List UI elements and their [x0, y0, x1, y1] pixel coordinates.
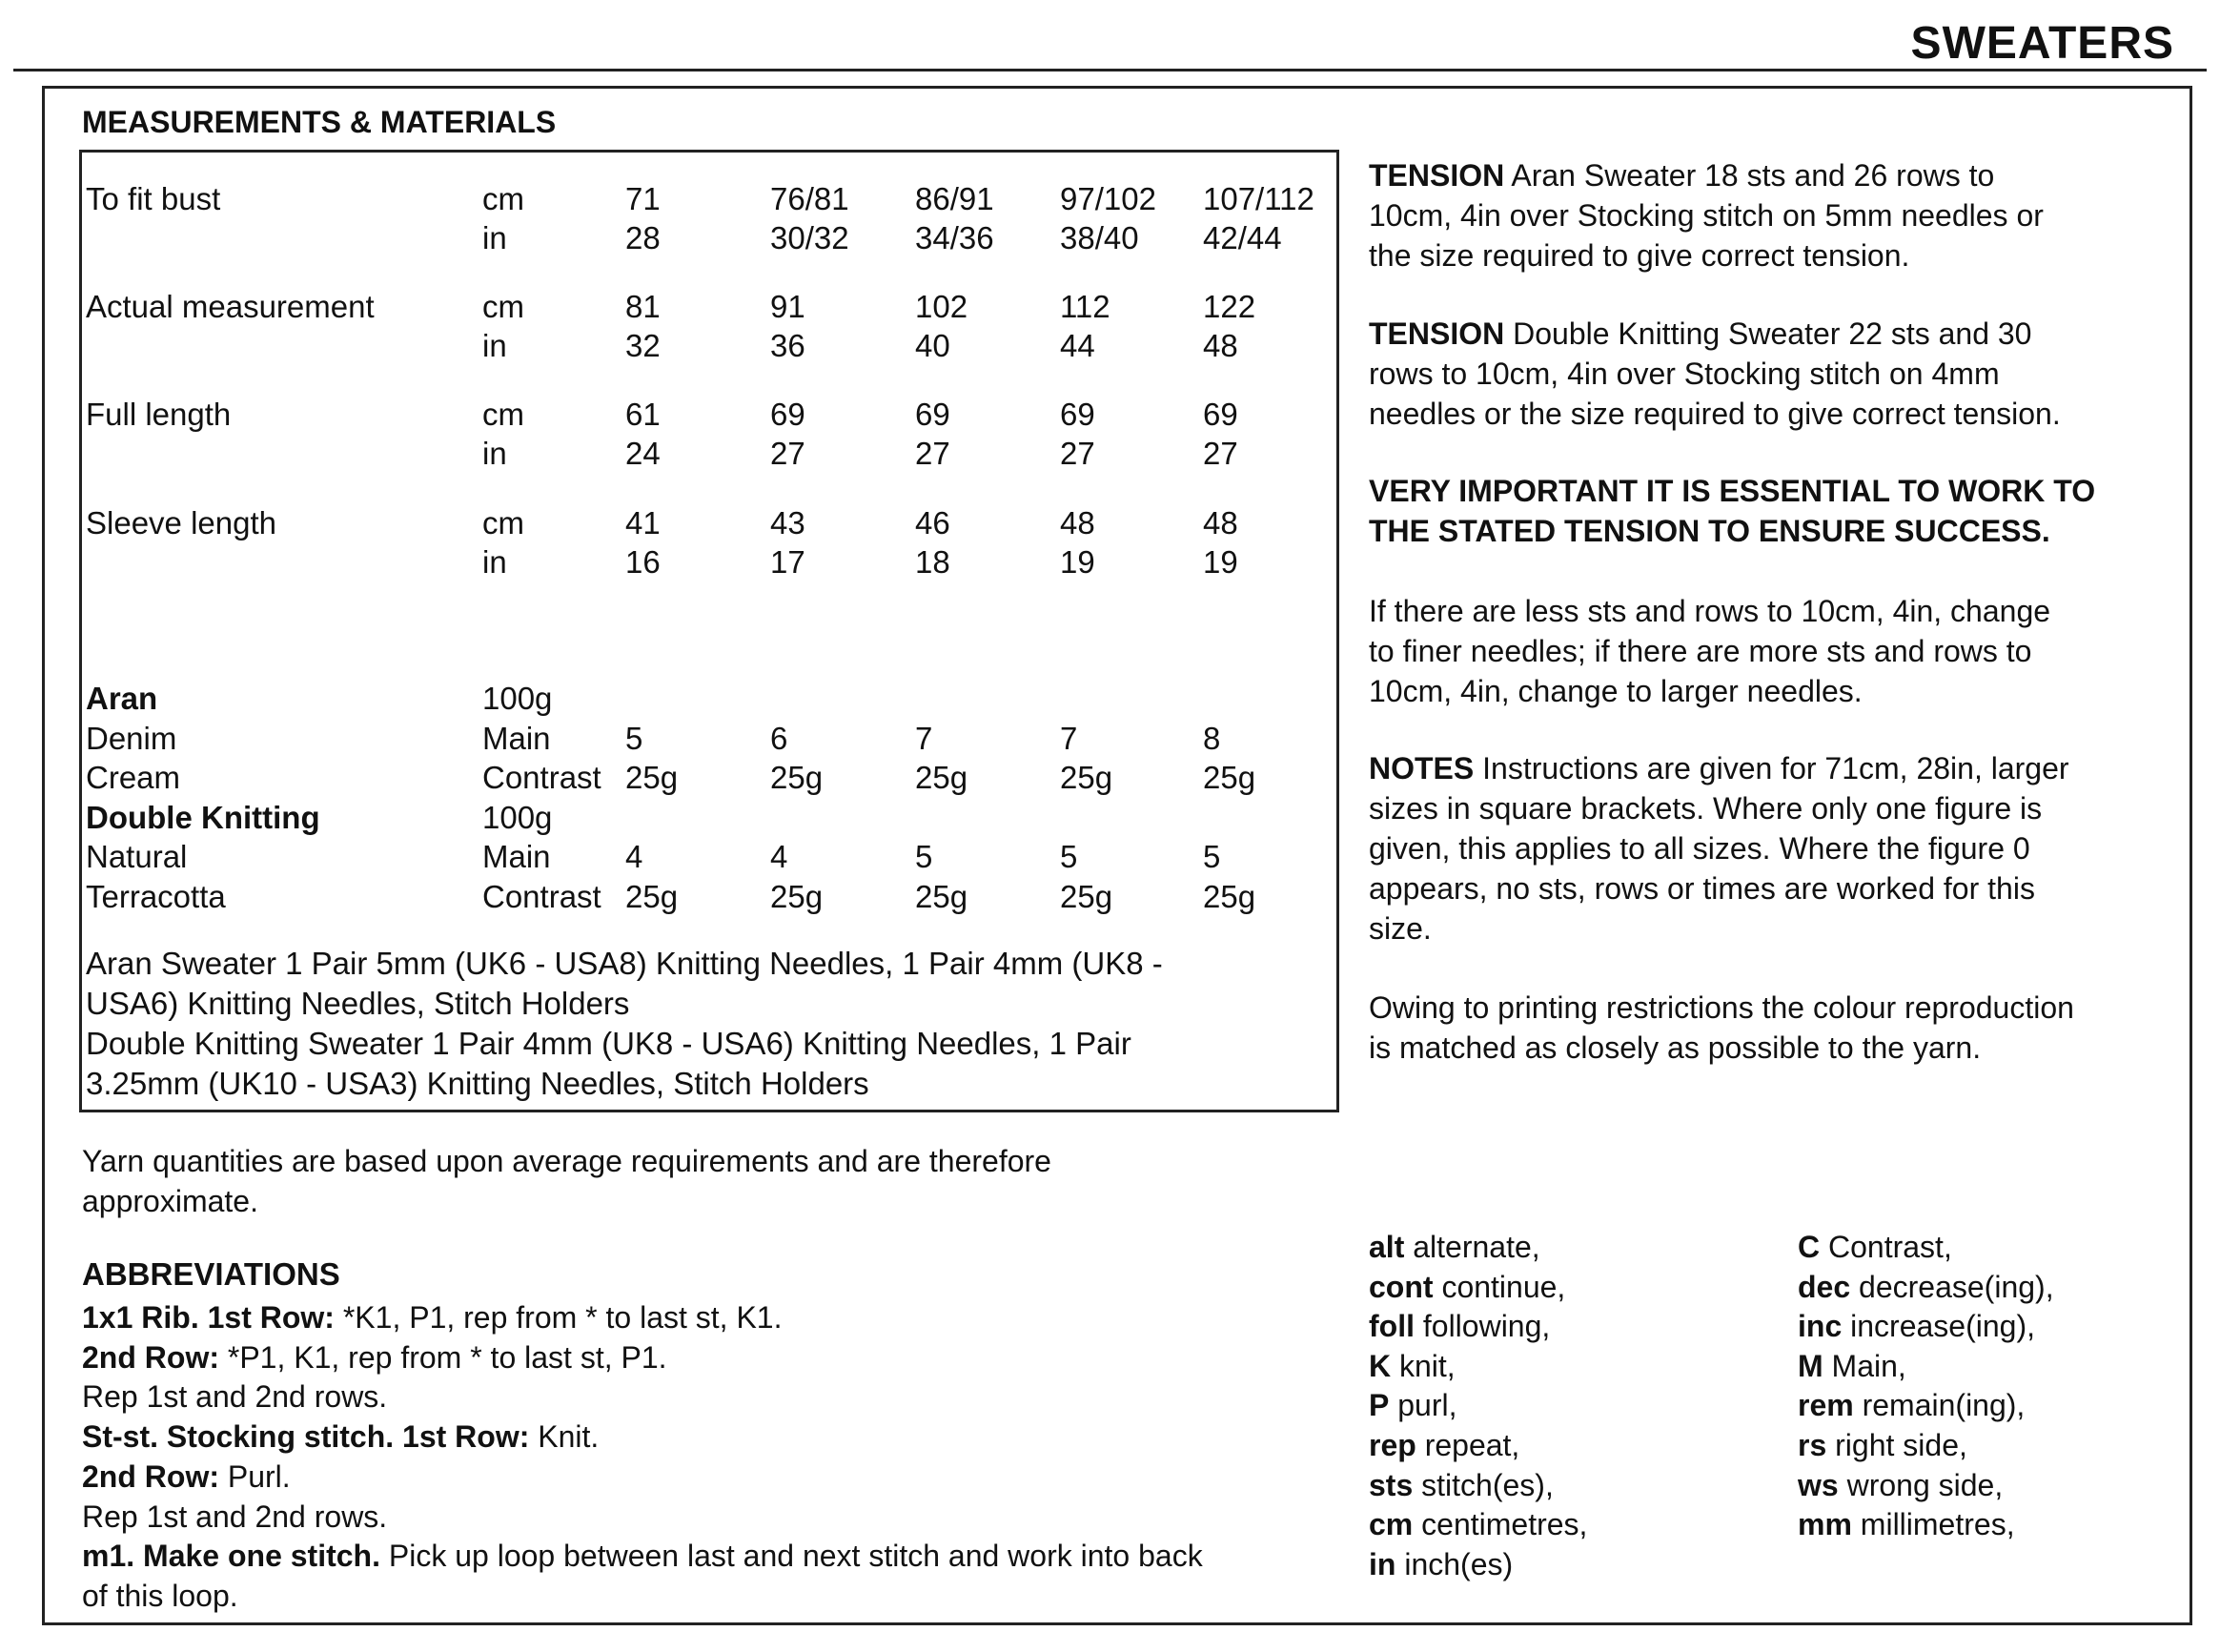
bold-term: M	[1798, 1349, 1823, 1383]
bold-term: m1. Make one stitch.	[82, 1539, 380, 1573]
tension-notes-line	[1369, 671, 1863, 711]
value-cm: 107/112	[1203, 181, 1314, 216]
bold-term: mm	[1798, 1507, 1852, 1541]
value-cm: 69	[770, 397, 805, 432]
text-run: the size required to give correct tension.	[1369, 238, 1910, 273]
text-run: Rep 1st and 2nd rows.	[82, 1379, 388, 1414]
text-run: is matched as closely as possible to the yarn.	[1369, 1030, 1982, 1065]
value-cm: 69	[1060, 397, 1095, 432]
text-run: 10cm, 4in over Stocking stitch on 5mm needles or	[1369, 198, 2044, 233]
text-run: size.	[1369, 911, 1432, 946]
tension-notes-line	[1369, 511, 2050, 551]
text-run: Owing to printing restrictions the colour reproduction	[1369, 990, 2074, 1025]
value-in: 19	[1060, 544, 1095, 580]
value-in: 27	[1060, 436, 1095, 471]
glossary-entry	[1798, 1227, 1952, 1267]
text-run: decrease(ing),	[1850, 1270, 2054, 1304]
value-cm: 97/102	[1060, 181, 1156, 216]
bold-term: cont	[1369, 1270, 1434, 1304]
tension-notes-line	[1369, 314, 2031, 354]
yarn-quantity: 25g	[915, 760, 968, 795]
bold-term: dec	[1798, 1270, 1851, 1304]
unit-cm: cm	[482, 289, 524, 324]
measurements-heading: MEASUREMENTS & MATERIALS	[82, 105, 557, 139]
yarn-quantity: 25g	[1060, 879, 1113, 914]
bold-term: St-st. Stocking stitch. 1st Row:	[82, 1419, 530, 1454]
value-cm: 86/91	[915, 181, 994, 216]
value-in: 27	[915, 436, 950, 471]
glossary-entry	[1369, 1504, 1587, 1544]
text-run: inch(es)	[1395, 1547, 1514, 1581]
yarn-quantity: 7	[915, 721, 933, 756]
value-in: 30/32	[770, 220, 849, 255]
yarn-unit: Main	[482, 721, 551, 756]
glossary-entry	[1798, 1465, 2003, 1505]
value-cm: 61	[625, 397, 661, 432]
yarn-quantity: 5	[915, 839, 933, 874]
text-run: wrong side,	[1838, 1468, 2004, 1502]
value-in: 44	[1060, 328, 1095, 363]
text-run: alternate,	[1404, 1230, 1540, 1264]
text-run: sizes in square brackets. Where only one figure is	[1369, 791, 2043, 826]
value-in: 32	[625, 328, 661, 363]
tension-notes-line	[1369, 868, 2035, 908]
bold-term: foll	[1369, 1309, 1415, 1343]
yarn-unit: Contrast	[482, 760, 601, 795]
bold-term: in	[1369, 1547, 1396, 1581]
yarn-quantity: 25g	[1060, 760, 1113, 795]
text-run: stitch(es),	[1413, 1468, 1554, 1502]
text-run: Contrast,	[1820, 1230, 1952, 1264]
yarn-quantity: 4	[770, 839, 788, 874]
needles-line: 3.25mm (UK10 - USA3) Knitting Needles, Stitch Holders	[86, 1066, 869, 1101]
page-title: SWEATERS	[1910, 18, 2174, 69]
yarn-label: Denim	[86, 721, 177, 756]
tension-notes-line	[1369, 354, 2000, 394]
value-cm: 102	[915, 289, 968, 324]
value-cm: 41	[625, 505, 661, 540]
value-in: 28	[625, 220, 661, 255]
yarn-unit: Main	[482, 839, 551, 874]
tension-notes-line	[1369, 788, 2042, 828]
value-in: 16	[625, 544, 661, 580]
unit-in: in	[482, 544, 507, 580]
glossary-entry	[1369, 1267, 1565, 1307]
unit-cm: cm	[482, 397, 524, 432]
text-run: 10cm, 4in, change to larger needles.	[1369, 674, 1863, 708]
bold-term: rem	[1798, 1388, 1854, 1422]
text-run: following,	[1414, 1309, 1551, 1343]
row-label: Actual measurement	[86, 289, 375, 324]
glossary-entry	[1798, 1346, 1906, 1386]
glossary-entry	[1369, 1465, 1554, 1505]
needles-line: Aran Sweater 1 Pair 5mm (UK6 - USA8) Knitting Needles, 1 Pair 4mm (UK8 -	[86, 946, 1163, 981]
value-cm: 48	[1203, 505, 1238, 540]
text-run: rows to 10cm, 4in over Stocking stitch on 4mm	[1369, 357, 2000, 391]
tension-notes-line	[1369, 631, 2031, 671]
abbreviation-line	[82, 1377, 387, 1417]
text-run: Pick up loop between last and next stitch and work into back	[379, 1539, 1203, 1573]
value-cm: 112	[1060, 289, 1110, 324]
yarn-quantity: 25g	[1203, 879, 1256, 914]
bold-term: alt	[1369, 1230, 1405, 1264]
yarn-quantity: 5	[1203, 839, 1221, 874]
yarn-unit: 100g	[482, 681, 553, 716]
bold-term: cm	[1369, 1507, 1414, 1541]
bold-term: K	[1369, 1349, 1392, 1383]
title-rule	[13, 69, 2207, 71]
tension-notes-line	[1369, 748, 2069, 788]
tension-notes-line	[1369, 471, 2095, 511]
value-in: 19	[1203, 544, 1238, 580]
yarn-quantity: 5	[625, 721, 643, 756]
bold-term: TENSION	[1369, 158, 1505, 193]
text-run: increase(ing),	[1842, 1309, 2035, 1343]
text-run: repeat,	[1416, 1428, 1520, 1462]
text-run: *P1, K1, rep from * to last st, P1.	[218, 1340, 667, 1375]
abbreviation-line	[82, 1536, 1203, 1576]
value-in: 48	[1203, 328, 1238, 363]
abbreviation-line	[82, 1576, 238, 1616]
text-run: given, this applies to all sizes. Where the figure 0	[1369, 831, 2030, 866]
bold-term: P	[1369, 1388, 1390, 1422]
bold-term: rep	[1369, 1428, 1416, 1462]
text-run: right side,	[1826, 1428, 1967, 1462]
text-run: to finer needles; if there are more sts and rows to	[1369, 634, 2032, 668]
bold-term: VERY IMPORTANT IT IS ESSENTIAL TO WORK TO	[1369, 474, 2096, 508]
tension-notes-line	[1369, 988, 2074, 1028]
yarn-quantity: 25g	[770, 879, 824, 914]
text-run: *K1, P1, rep from * to last st, K1.	[334, 1300, 783, 1335]
bold-term: 1x1 Rib. 1st Row:	[82, 1300, 335, 1335]
text-run: knit,	[1391, 1349, 1456, 1383]
tension-notes-line	[1369, 155, 1994, 195]
value-in: 17	[770, 544, 805, 580]
value-cm: 46	[915, 505, 950, 540]
value-cm: 81	[625, 289, 661, 324]
yarn-quantity: 25g	[625, 879, 679, 914]
bold-term: THE STATED TENSION TO ENSURE SUCCESS.	[1369, 514, 2050, 548]
text-run: of this loop.	[82, 1579, 238, 1613]
text-run: appears, no sts, rows or times are worked for this	[1369, 871, 2035, 906]
row-label: To fit bust	[86, 181, 221, 216]
glossary-entry	[1369, 1425, 1519, 1465]
yarn-quantity: 5	[1060, 839, 1078, 874]
yarn-label: Double Knitting	[86, 800, 320, 835]
bold-term: inc	[1798, 1309, 1843, 1343]
yarn-note-line: Yarn quantities are based upon average requirements and are therefore	[82, 1144, 1051, 1178]
row-label: Full length	[86, 397, 232, 432]
text-run: Instructions are given for 71cm, 28in, larger	[1474, 751, 2069, 785]
text-run: Knit.	[529, 1419, 600, 1454]
value-in: 38/40	[1060, 220, 1139, 255]
value-in: 34/36	[915, 220, 994, 255]
yarn-note-line: approximate.	[82, 1184, 258, 1218]
abbreviation-line	[82, 1497, 387, 1537]
yarn-label: Terracotta	[86, 879, 226, 914]
row-label: Sleeve length	[86, 505, 276, 540]
glossary-entry	[1798, 1267, 2054, 1307]
needles-line: USA6) Knitting Needles, Stitch Holders	[86, 986, 630, 1021]
tension-notes-line	[1369, 195, 2044, 235]
needles-line: Double Knitting Sweater 1 Pair 4mm (UK8 - USA6) Knitting Needles, 1 Pair	[86, 1026, 1131, 1061]
unit-in: in	[482, 436, 507, 471]
text-run: continue,	[1433, 1270, 1566, 1304]
bold-term: ws	[1798, 1468, 1839, 1502]
text-run: Main,	[1823, 1349, 1906, 1383]
yarn-label: Cream	[86, 760, 181, 795]
text-run: If there are less sts and rows to 10cm, 4in, change	[1369, 594, 2051, 628]
value-cm: 71	[625, 181, 661, 216]
text-run: centimetres,	[1413, 1507, 1588, 1541]
yarn-unit: Contrast	[482, 879, 601, 914]
text-run: Rep 1st and 2nd rows.	[82, 1499, 388, 1534]
text-run: millimetres,	[1851, 1507, 2015, 1541]
yarn-quantity: 25g	[625, 760, 679, 795]
tension-notes-line	[1369, 235, 1909, 275]
unit-cm: cm	[482, 181, 524, 216]
value-in: 42/44	[1203, 220, 1282, 255]
value-cm: 91	[770, 289, 805, 324]
text-run: Double Knitting Sweater 22 sts and 30	[1504, 316, 2032, 351]
glossary-entry	[1369, 1346, 1456, 1386]
unit-in: in	[482, 328, 507, 363]
yarn-unit: 100g	[482, 800, 553, 835]
unit-cm: cm	[482, 505, 524, 540]
yarn-quantity: 25g	[915, 879, 968, 914]
tension-notes-line	[1369, 1028, 1981, 1068]
yarn-label: Aran	[86, 681, 158, 716]
tension-notes-line	[1369, 908, 1432, 948]
abbreviation-line	[82, 1457, 291, 1497]
abbreviation-line	[82, 1417, 599, 1457]
text-run: purl,	[1389, 1388, 1457, 1422]
yarn-quantity: 25g	[770, 760, 824, 795]
value-cm: 43	[770, 505, 805, 540]
value-in: 40	[915, 328, 950, 363]
text-run: needles or the size required to give correct tension.	[1369, 397, 2061, 431]
yarn-quantity: 4	[625, 839, 643, 874]
value-cm: 48	[1060, 505, 1095, 540]
abbreviation-line	[82, 1297, 782, 1337]
value-in: 24	[625, 436, 661, 471]
yarn-label: Natural	[86, 839, 188, 874]
text-run: Purl.	[218, 1459, 291, 1494]
glossary-entry	[1369, 1544, 1513, 1584]
bold-term: NOTES	[1369, 751, 1475, 785]
abbreviations-heading: ABBREVIATIONS	[82, 1256, 340, 1292]
value-cm: 69	[1203, 397, 1238, 432]
glossary-entry	[1798, 1306, 2035, 1346]
bold-term: TENSION	[1369, 316, 1505, 351]
tension-notes-line	[1369, 591, 2050, 631]
yarn-quantity: 6	[770, 721, 788, 756]
tension-notes-line	[1369, 828, 2030, 868]
glossary-entry	[1798, 1425, 1967, 1465]
glossary-entry	[1369, 1385, 1456, 1425]
bold-term: 2nd Row:	[82, 1340, 219, 1375]
value-cm: 122	[1203, 289, 1256, 324]
yarn-quantity: 8	[1203, 721, 1221, 756]
yarn-quantity: 25g	[1203, 760, 1256, 795]
bold-term: rs	[1798, 1428, 1827, 1462]
value-in: 27	[770, 436, 805, 471]
glossary-entry	[1798, 1504, 2015, 1544]
bold-term: C	[1798, 1230, 1821, 1264]
text-run: Aran Sweater 18 sts and 26 rows to	[1504, 158, 1995, 193]
unit-in: in	[482, 220, 507, 255]
abbreviation-line	[82, 1337, 667, 1377]
value-in: 27	[1203, 436, 1238, 471]
text-run: remain(ing),	[1853, 1388, 2026, 1422]
glossary-entry	[1369, 1306, 1550, 1346]
value-in: 36	[770, 328, 805, 363]
bold-term: 2nd Row:	[82, 1459, 219, 1494]
value-cm: 76/81	[770, 181, 849, 216]
glossary-entry	[1798, 1385, 2025, 1425]
bold-term: sts	[1369, 1468, 1414, 1502]
tension-notes-line	[1369, 394, 2061, 434]
yarn-quantity: 7	[1060, 721, 1078, 756]
glossary-entry	[1369, 1227, 1540, 1267]
value-in: 18	[915, 544, 950, 580]
value-cm: 69	[915, 397, 950, 432]
